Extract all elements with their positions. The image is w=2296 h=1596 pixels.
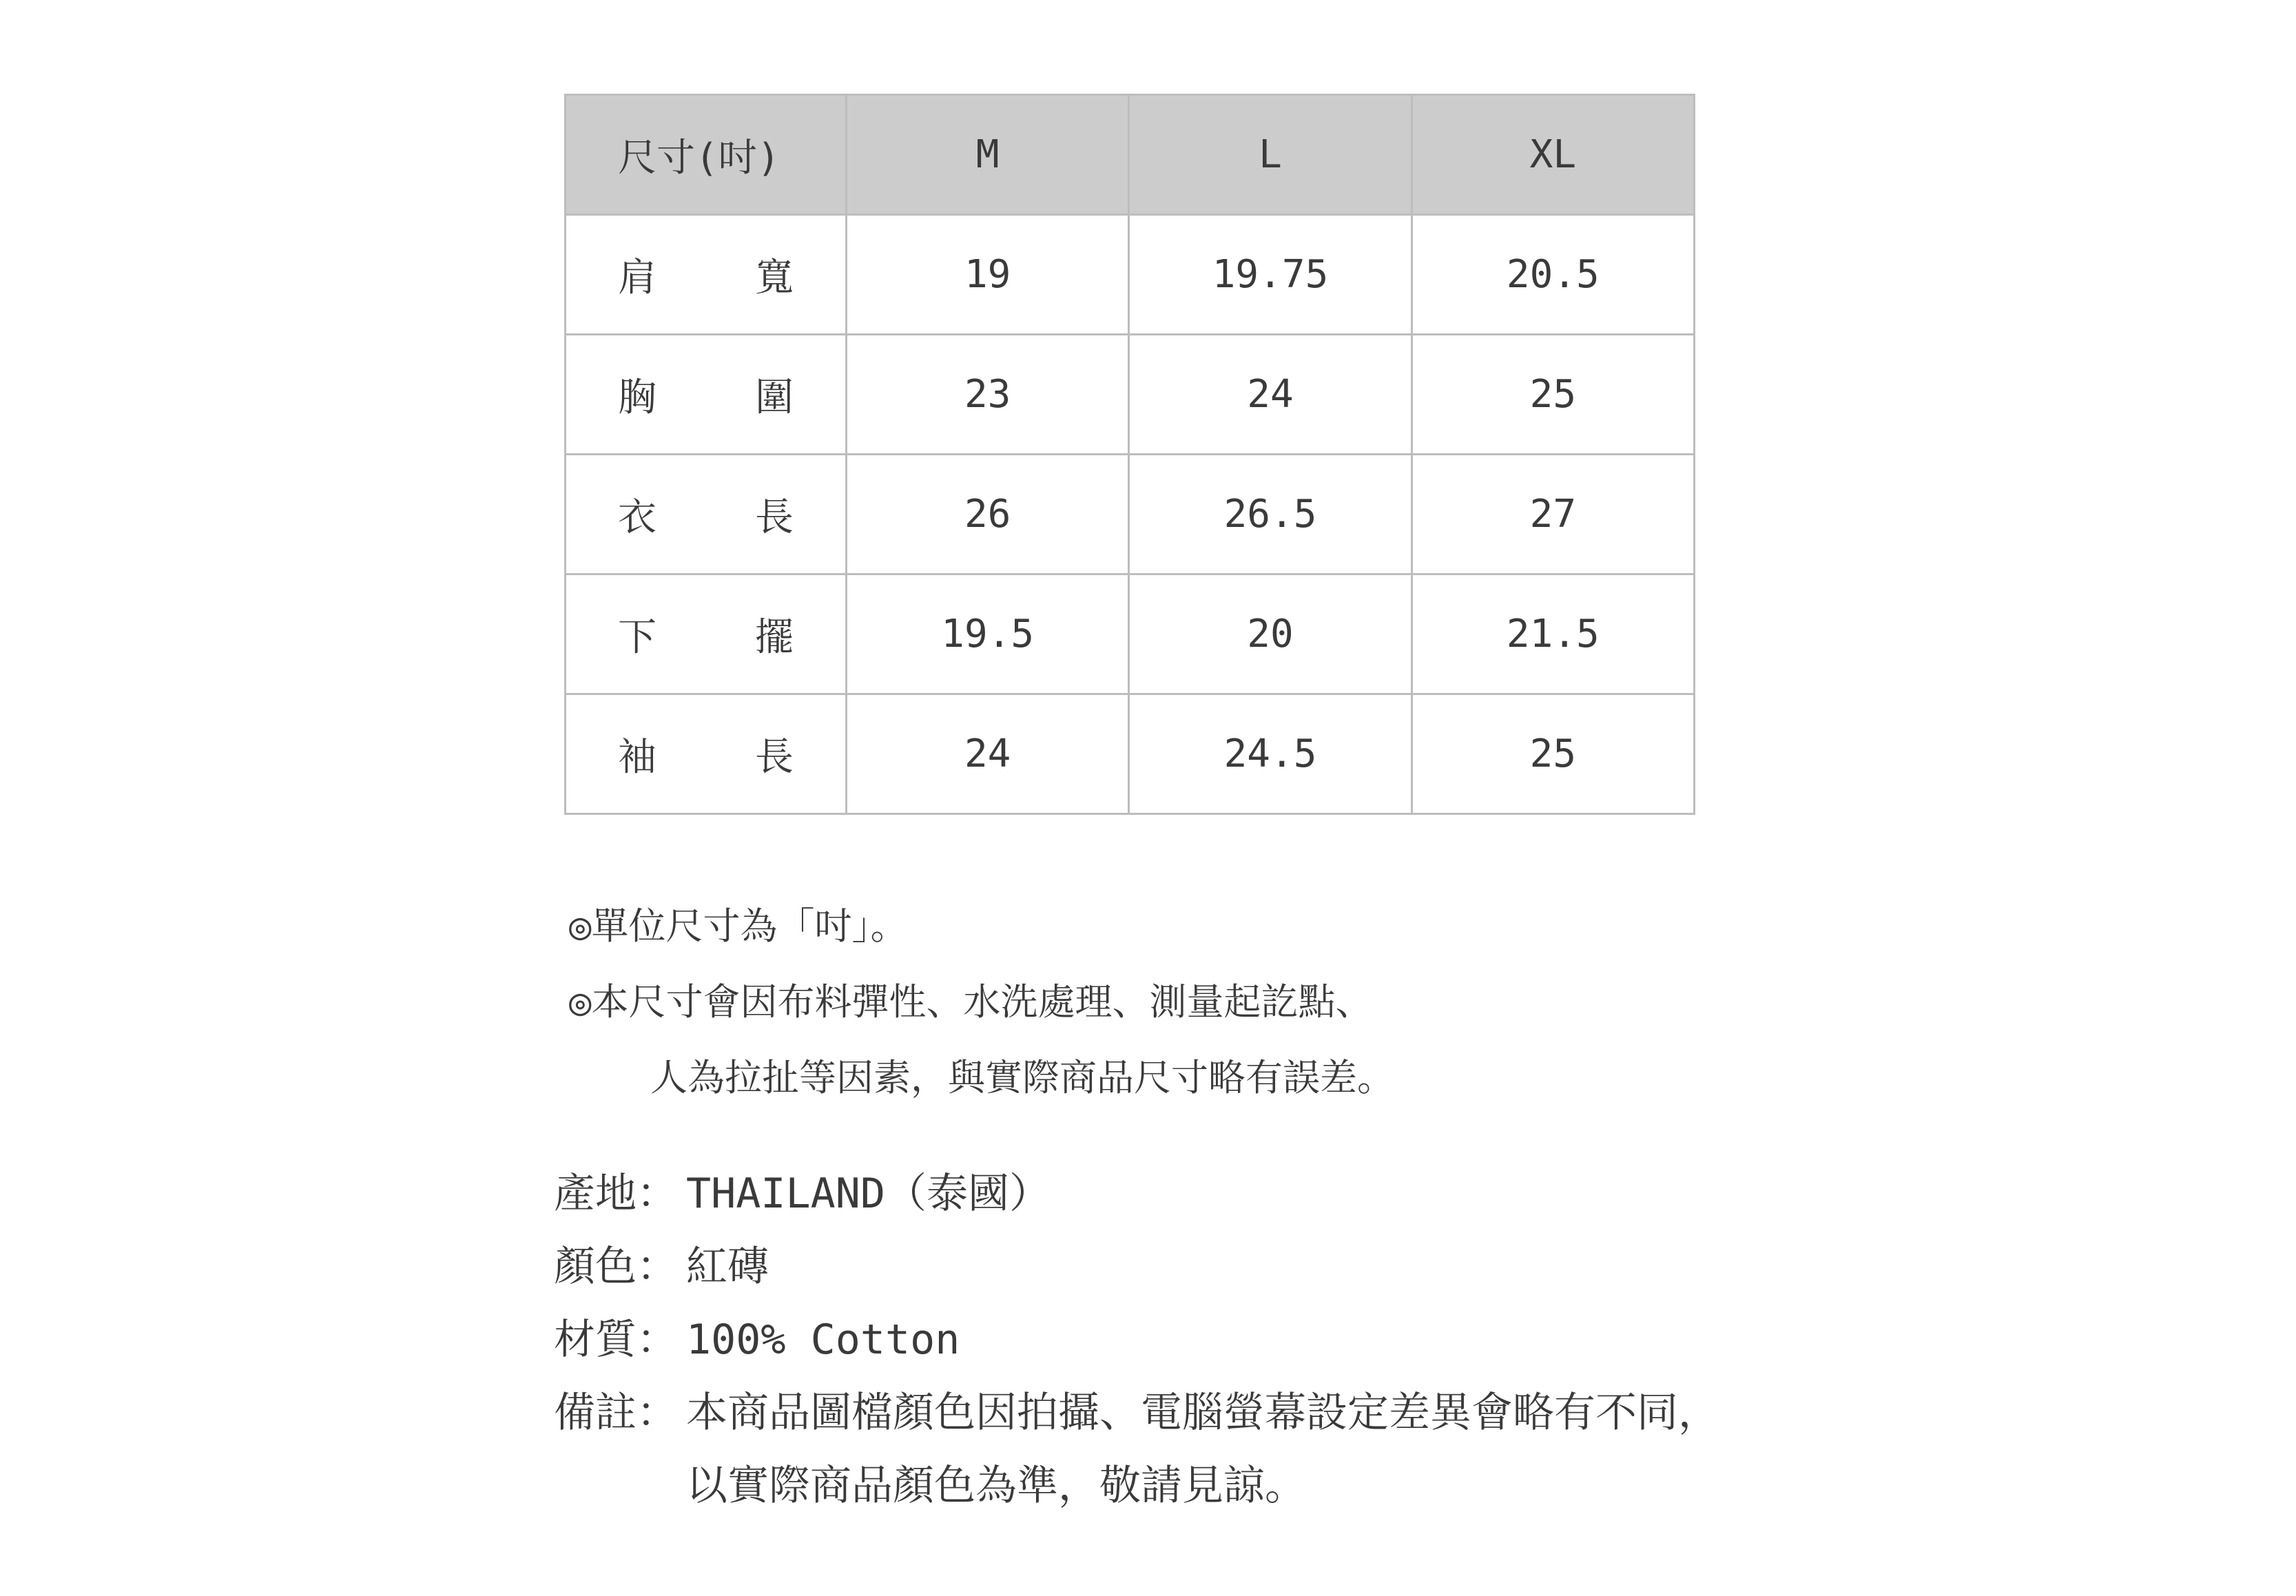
cell-value-xl: 20.5 [1411, 215, 1694, 335]
table-row-chest [566, 335, 1695, 455]
size-chart-table [564, 94, 1695, 815]
row-label-cell [566, 335, 847, 455]
row-label-right: 擺 [755, 614, 794, 660]
spec-remark-label: 備註： [554, 1389, 678, 1437]
cell-value-m: 23 [847, 335, 1129, 455]
cell-value-m: 24 [847, 694, 1129, 814]
cell-value-l: 20 [1129, 574, 1411, 694]
spec-material-value: 100% Cotton [686, 1316, 960, 1364]
header-size-unit-label: 尺寸(吋) [618, 135, 780, 180]
header-size-xl: XL [1411, 95, 1694, 215]
row-label-cell [566, 215, 847, 335]
row-label-left: 袖 [618, 734, 656, 780]
header-size-m: M [847, 95, 1129, 215]
spec-origin [554, 1157, 1719, 1230]
spec-color-label: 顏色： [554, 1243, 678, 1291]
table-row-length [566, 455, 1695, 574]
cell-value-l: 19.75 [1129, 215, 1411, 335]
row-label-left: 下 [618, 614, 656, 660]
note-tolerance: ◎本尺寸會因布料彈性、水洗處理、測量起訖點、 [569, 980, 1373, 1024]
header-size-unit [566, 95, 847, 215]
table-header-row [566, 95, 1695, 215]
note-tolerance-continued: 人為拉扯等因素，與實際商品尺寸略有誤差。 [650, 1056, 1394, 1099]
cell-value-m: 19 [847, 215, 1129, 335]
product-specs [554, 1157, 1719, 1522]
table-row-shoulder [566, 215, 1695, 335]
spec-color [554, 1230, 1719, 1303]
cell-value-m: 26 [847, 455, 1129, 574]
spec-origin-value: THAILAND（泰國） [686, 1170, 1051, 1218]
cell-value-l: 26.5 [1129, 455, 1411, 574]
spec-origin-label: 產地： [554, 1170, 678, 1218]
cell-value-l: 24.5 [1129, 694, 1411, 814]
spec-material-label: 材質： [554, 1316, 678, 1364]
row-label-cell [566, 574, 847, 694]
table-row-hem [566, 574, 1695, 694]
table-row-sleeve [566, 694, 1695, 814]
cell-value-xl: 25 [1411, 694, 1694, 814]
row-label-cell [566, 455, 847, 574]
spec-remark-value: 本商品圖檔顏色因拍攝、電腦螢幕設定差異會略有不同， [686, 1389, 1719, 1437]
cell-value-xl: 25 [1411, 335, 1694, 455]
cell-value-m: 19.5 [847, 574, 1129, 694]
note-unit: ◎單位尺寸為「吋」。 [569, 904, 908, 948]
row-label-cell [566, 694, 847, 814]
row-label-right: 圍 [755, 375, 794, 420]
spec-color-value: 紅磚 [686, 1243, 769, 1291]
row-label-right: 長 [755, 734, 794, 780]
row-label-left: 衣 [618, 495, 656, 540]
row-label-right: 長 [755, 495, 794, 540]
spec-remark-continued: 以實際商品顏色為準，敬請見諒。 [686, 1462, 1306, 1510]
row-label-left: 肩 [618, 255, 656, 300]
spec-material [554, 1303, 1719, 1376]
spec-remark [554, 1376, 1719, 1449]
size-notes [569, 889, 1394, 1116]
cell-value-xl: 27 [1411, 455, 1694, 574]
cell-value-l: 24 [1129, 335, 1411, 455]
cell-value-xl: 21.5 [1411, 574, 1694, 694]
header-size-l: L [1129, 95, 1411, 215]
row-label-left: 胸 [618, 375, 656, 420]
row-label-right: 寬 [755, 255, 794, 300]
